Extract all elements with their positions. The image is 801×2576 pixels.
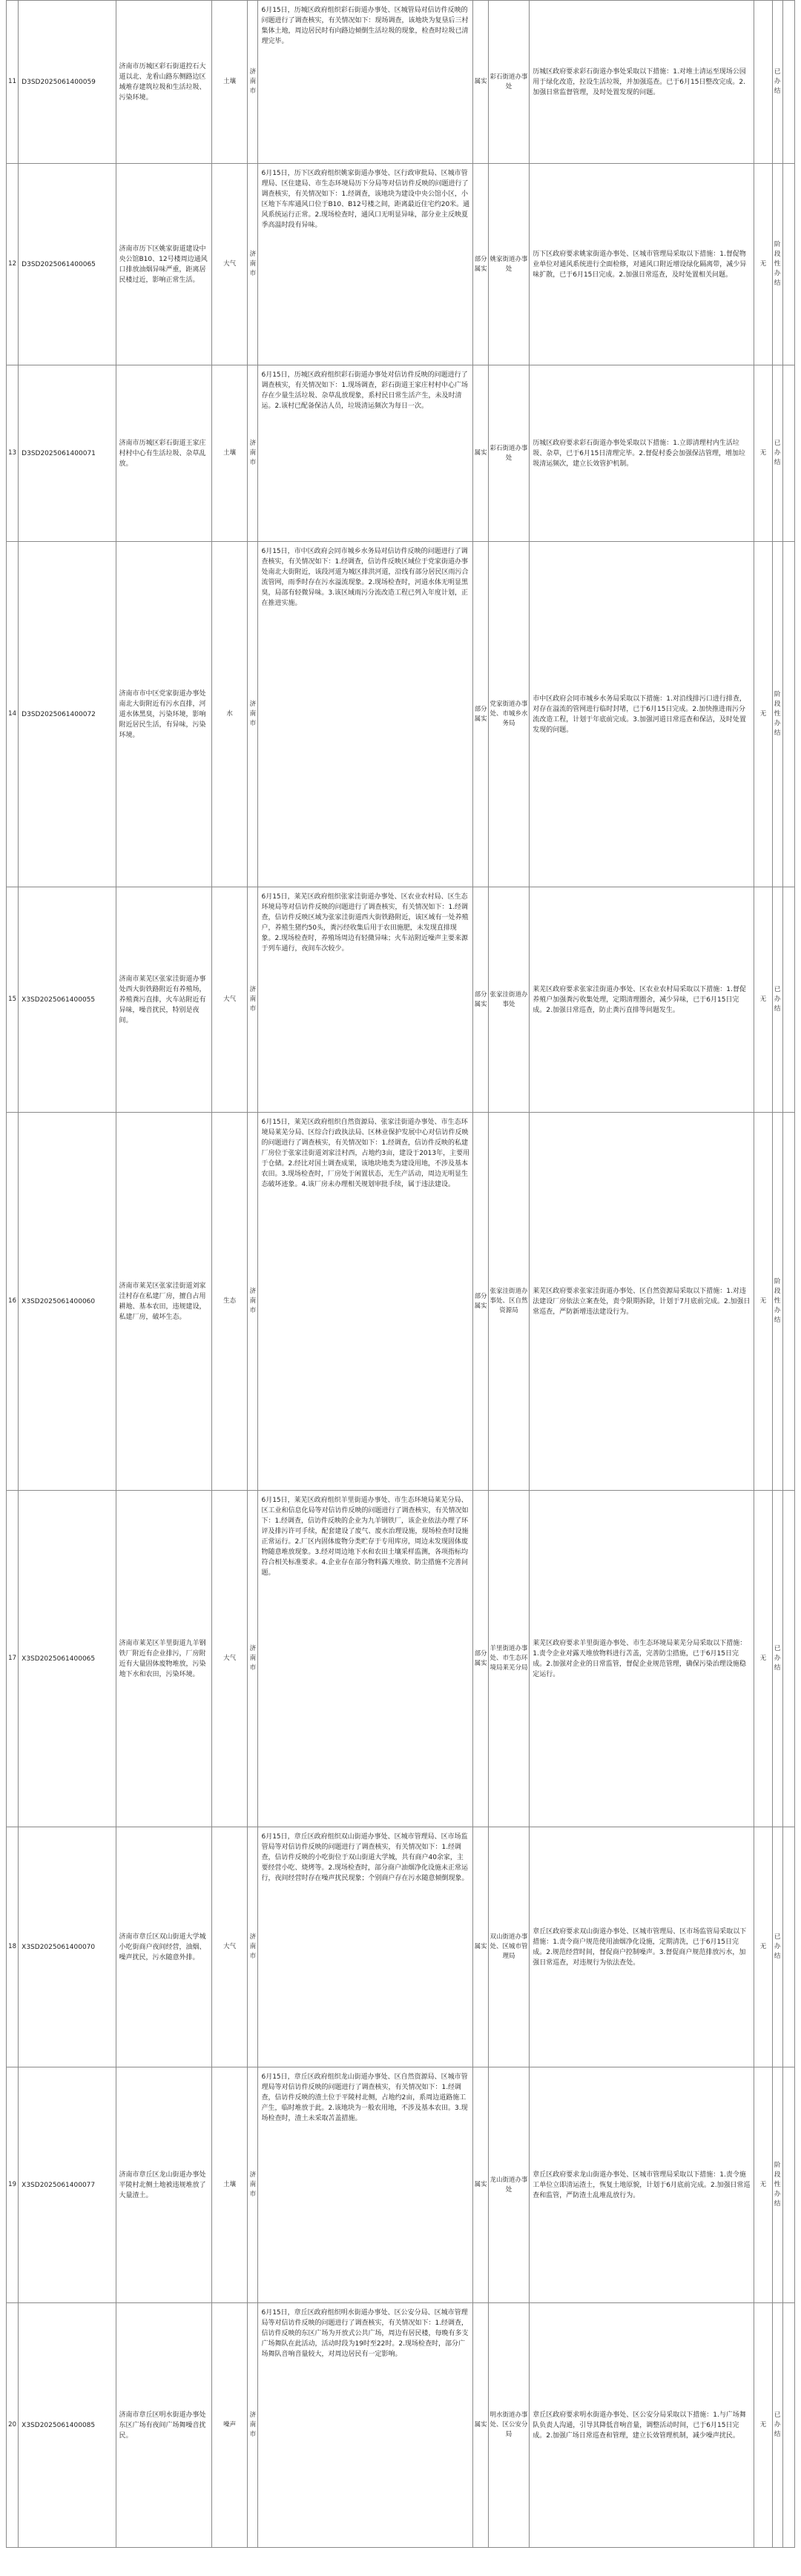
row-number-cell: 19 [7, 2067, 19, 2303]
accountability-cell: 无 [754, 164, 772, 365]
truth-status-cell: 部分属实 [473, 164, 488, 365]
extra-cell [782, 1491, 794, 1827]
handling-result-cell: 章丘区政府要求双山街道办事处、区城市管理局、区市场监管局采取以下措施：1.责令商户规范使用油烟净化设施，定期清洗，已于6月15日完成。2.规范经营时间，督促商户控制噪声。3.督促商户规范排放污水，加强日常巡查，对违规行为依法查处。 [530, 1827, 754, 2067]
handling-result-cell: 历下区政府要求姚家街道办事处、区城市管理局采取以下措施：1.督促物业单位对通风系统进行全面检修，对通风口附近增设绿化隔离带，减少异味扩散，已于6月15日完成。2.加强日常巡查，及时处置相关问题。 [530, 164, 754, 365]
extra-cell [782, 164, 794, 365]
table-row [7, 2067, 795, 2303]
complaint-address-cell: 济南市莱芜区张家洼街道办事处西大街铁路附近有养殖场，养殖粪污直排，火车站附近有异味，噪音扰民，特别是夜间。 [116, 887, 211, 1113]
responsible-unit-cell: 双山街道办事处、区城市管理局 [488, 1827, 530, 2067]
row-number-cell: 11 [7, 1, 19, 164]
responsible-unit-cell: 张家洼街道办事处、区自然资源局 [488, 1113, 530, 1491]
row-number-cell: 13 [7, 365, 19, 542]
pollution-type-cell: 大气 [211, 887, 248, 1113]
table-row [7, 887, 795, 1113]
investigation-finding-cell: 6月15日，莱芜区政府组织张家洼街道办事处、区农业农村局、区生态环境局等对信访件反映的问题进行了调查核实，有关情况如下：1.经调查，信访件反映区域为张家洼街道西大街铁路附近，该区域有一处养殖户，养殖生猪约50头，粪污经收集后用于农田施肥，未发现直排现象。2.现场检查时，养殖场周边有轻微异味；火车站附近噪声主要来源于列车通行，夜间车次较少。 [258, 887, 473, 1113]
extra-cell [782, 2067, 794, 2303]
city-name-cell: 济南市 [248, 1113, 258, 1491]
table-row [7, 1113, 795, 1491]
handling-status-cell: 已办结 [772, 2303, 782, 2548]
handling-status-cell: 已办结 [772, 887, 782, 1113]
investigation-finding-cell: 6月15日，莱芜区政府组织羊里街道办事处、市生态环境局莱芜分局、区工业和信息化局等对信访件反映的问题进行了调查核实，有关情况如下：1.经调查，信访件反映的企业为九羊钢铁厂，该企业依法办理了环评及排污许可手续，配套建设了废气、废水治理设施，现场检查时设施正常运行。2.厂区内固体废物分类贮存于专用库房，周边未发现固体废物随意堆放现象。3.经对周边地下水和农田土壤采样监测，各项指标均符合相关标准要求。4.企业存在部分物料露天堆放、防尘措施不完善问题。 [258, 1491, 473, 1827]
complaint-address-cell: 济南市章丘区明水街道办事处东区广场有夜间广场舞噪音扰民。 [116, 2303, 211, 2548]
complaint-code-cell: X3SD2025061400055 [19, 887, 116, 1113]
pollution-type-cell: 噪声 [211, 2303, 248, 2548]
table-row [7, 365, 795, 542]
responsible-unit-cell: 彩石街道办事处 [488, 1, 530, 164]
pollution-type-cell: 土壤 [211, 365, 248, 542]
complaint-address-cell: 济南市章丘区双山街道大学城小吃街商户夜间经营，油烟、噪声扰民，污水随意外排。 [116, 1827, 211, 2067]
truth-status-cell: 属实 [473, 2067, 488, 2303]
handling-status-cell: 阶段性办结 [772, 1113, 782, 1491]
investigation-finding-cell: 6月15日，市中区政府会同市城乡水务局对信访件反映的问题进行了调查核实，有关情况如下：1.经调查，信访件反映区域位于党家街道办事处南北大街附近，该段河道为城区排洪河道，沿线有部分居民区雨污合流管网，雨季时存在污水溢流现象。2.现场检查时，河道水体无明显黑臭，局部有轻微异味。3.该区域雨污分流改造工程已列入年度计划，正在推进实施。 [258, 542, 473, 887]
accountability-cell: 无 [754, 1113, 772, 1491]
pollution-type-cell: 大气 [211, 164, 248, 365]
handling-status-cell: 已办结 [772, 365, 782, 542]
city-name-cell: 济南市 [248, 2067, 258, 2303]
extra-cell [782, 365, 794, 542]
truth-status-cell: 部分属实 [473, 1491, 488, 1827]
table-row [7, 542, 795, 887]
complaint-address-cell: 济南市历城区彩石街道王家庄村村中心有生活垃圾、杂草乱放。 [116, 365, 211, 542]
accountability-cell: 无 [754, 542, 772, 887]
extra-cell [782, 1827, 794, 2067]
accountability-cell [754, 1, 772, 164]
extra-cell [782, 887, 794, 1113]
responsible-unit-cell: 党家街道办事处、市城乡水务局 [488, 542, 530, 887]
table-row [7, 1, 795, 164]
truth-status-cell: 部分属实 [473, 542, 488, 887]
city-name-cell: 济南市 [248, 1491, 258, 1827]
complaint-address-cell: 济南市莱芜区张家洼街道刘家洼村存在私建厂房，擅自占用耕地、基本农田，违规建设，私建厂房，破坏生态。 [116, 1113, 211, 1491]
city-name-cell: 济南市 [248, 365, 258, 542]
complaint-code-cell: X3SD2025061400085 [19, 2303, 116, 2548]
table-row [7, 2303, 795, 2548]
handling-result-cell: 历城区政府要求彩石街道办事处采取以下措施：1.立即清理村内生活垃圾、杂草，已于6月15日清理完毕。2.督促村委会加强保洁管理，增加垃圾清运频次，建立长效管护机制。 [530, 365, 754, 542]
truth-status-cell: 属实 [473, 1827, 488, 2067]
truth-status-cell: 属实 [473, 1, 488, 164]
row-number-cell: 18 [7, 1827, 19, 2067]
city-name-cell: 济南市 [248, 1, 258, 164]
row-number-cell: 12 [7, 164, 19, 365]
responsible-unit-cell: 明水街道办事处、区公安分局 [488, 2303, 530, 2548]
pollution-type-cell: 水 [211, 542, 248, 887]
complaint-code-cell: D3SD2025061400072 [19, 542, 116, 887]
city-name-cell: 济南市 [248, 2303, 258, 2548]
extra-cell [782, 1113, 794, 1491]
investigation-finding-cell: 6月15日，历城区政府组织彩石街道办事处、区城管局对信访件反映的问题进行了调查核实，有关情况如下：现场调查，该地块为复垦后三村集体土地，周边居民时有向路边倾倒生活垃圾的现象，检查时垃圾已清理完毕。 [258, 1, 473, 164]
row-number-cell: 17 [7, 1491, 19, 1827]
handling-status-cell: 已办结 [772, 1491, 782, 1827]
extra-cell [782, 542, 794, 887]
extra-cell [782, 2303, 794, 2548]
investigation-finding-cell: 6月15日，历下区政府组织姚家街道办事处、区行政审批局、区城市管理局、区住建局、市生态环境局历下分局等对信访件反映的问题进行了调查核实，有关情况如下：1.经调查，该地块为建设中央公馆小区，小区地下车库通风口位于B10、B12号楼之间，距离最近住宅约20米。通风系统运行正常。2.现场检查时，通风口无明显异味，部分业主反映夏季高温时段有异味。 [258, 164, 473, 365]
row-number-cell: 20 [7, 2303, 19, 2548]
accountability-cell: 无 [754, 2303, 772, 2548]
extra-cell [782, 1, 794, 164]
complaint-address-cell: 济南市历下区姚家街道建设中央公馆B10、12号楼周边通风口排放油烟异味严重，距离居民楼过近，影响正常生活。 [116, 164, 211, 365]
investigation-finding-cell: 6月15日，章丘区政府组织双山街道办事处、区城市管理局、区市场监管局等对信访件反映的问题进行了调查核实，有关情况如下：1.经调查，信访件反映的小吃街位于双山街道大学城，共有商户40余家，主要经营小吃、烧烤等。2.现场检查时，部分商户油烟净化设施未正常运行，夜间经营时存在噪声扰民现象；个别商户存在污水随意倾倒现象。 [258, 1827, 473, 2067]
complaint-table [6, 0, 795, 2548]
pollution-type-cell: 大气 [211, 1827, 248, 2067]
responsible-unit-cell: 龙山街道办事处 [488, 2067, 530, 2303]
complaint-code-cell: X3SD2025061400065 [19, 1491, 116, 1827]
complaint-code-cell: D3SD2025061400059 [19, 1, 116, 164]
handling-result-cell: 章丘区政府要求明水街道办事处、区公安分局采取以下措施：1.与广场舞队负责人沟通，引导其降低音响音量，调整活动时间，已于6月15日完成。2.加强广场日常巡查和管理，建立长效管理机制，减少噪声扰民。 [530, 2303, 754, 2548]
responsible-unit-cell: 姚家街道办事处 [488, 164, 530, 365]
accountability-cell: 无 [754, 887, 772, 1113]
city-name-cell: 济南市 [248, 164, 258, 365]
city-name-cell: 济南市 [248, 887, 258, 1113]
pollution-type-cell: 生态 [211, 1113, 248, 1491]
complaint-address-cell: 济南市章丘区龙山街道办事处平陵村北侧土地被违规堆放了大量渣土。 [116, 2067, 211, 2303]
investigation-finding-cell: 6月15日，莱芜区政府组织自然资源局、张家洼街道办事处、市生态环境局莱芜分局、区综合行政执法局、区林业保护发展中心对信访件反映的问题进行了调查核实，有关情况如下：1.经调查，信访件反映的私建厂房位于张家洼街道刘家洼村西，占地约3亩，建设于2013年，主要用于仓储。2.经比对国土调查成果，该地块地类为建设用地，不涉及基本农田。3.现场检查时，厂房处于闲置状态，无生产活动，周边无明显生态破坏迹象。4.该厂房未办理相关规划审批手续，属于违法建设。 [258, 1113, 473, 1491]
truth-status-cell: 部分属实 [473, 887, 488, 1113]
row-number-cell: 14 [7, 542, 19, 887]
row-number-cell: 15 [7, 887, 19, 1113]
complaint-table-sheet [6, 0, 795, 2548]
complaint-address-cell: 济南市历城区彩石街道控石大道以北、龙看山路东侧路边区域堆存建筑垃圾和生活垃圾、污染环境。 [116, 1, 211, 164]
table-row [7, 1827, 795, 2067]
handling-status-cell: 阶段性办结 [772, 164, 782, 365]
city-name-cell: 济南市 [248, 1827, 258, 2067]
handling-result-cell: 章丘区政府要求龙山街道办事处、区城市管理局采取以下措施：1.责令施工单位立即清运渣土，恢复土地原貌，计划于6月底前完成。2.加强日常巡查和监管，严防渣土乱堆乱放行为。 [530, 2067, 754, 2303]
handling-result-cell: 市中区政府会同市城乡水务局采取以下措施：1.对沿线排污口进行排查，对存在溢流的管网进行临时封堵，已于6月15日完成。2.加快推进雨污分流改造工程，计划于年底前完成。3.加强河道日常巡查和保洁，及时处置发现的问题。 [530, 542, 754, 887]
complaint-code-cell: X3SD2025061400077 [19, 2067, 116, 2303]
table-row [7, 164, 795, 365]
complaint-code-cell: X3SD2025061400060 [19, 1113, 116, 1491]
handling-result-cell: 莱芜区政府要求羊里街道办事处、市生态环境局莱芜分局采取以下措施：1.责令企业对露天堆放物料进行苫盖，完善防尘措施，已于6月15日完成。2.加强对企业的日常监管，督促企业规范管理，确保污染治理设施稳定运行。 [530, 1491, 754, 1827]
investigation-finding-cell: 6月15日，章丘区政府组织龙山街道办事处、区自然资源局、区城市管理局等对信访件反映的问题进行了调查核实，有关情况如下：1.经调查，信访件反映的渣土位于平陵村北侧，占地约2亩，系周边道路施工产生，临时堆放于此。2.该地块为一般农用地，不涉及基本农田。3.现场检查时，渣土未采取苫盖措施。 [258, 2067, 473, 2303]
pollution-type-cell: 大气 [211, 1491, 248, 1827]
handling-result-cell: 莱芜区政府要求张家洼街道办事处、区自然资源局采取以下措施：1.对违法建设厂房依法立案查处，责令限期拆除，计划于7月底前完成。2.加强日常巡查，严防新增违法建设行为。 [530, 1113, 754, 1491]
accountability-cell: 无 [754, 1491, 772, 1827]
pollution-type-cell: 土壤 [211, 1, 248, 164]
investigation-finding-cell: 6月15日，章丘区政府组织明水街道办事处、区公安分局、区城市管理局等对信访件反映的问题进行了调查核实，有关情况如下：1.经调查，信访件反映的东区广场为开放式公共广场，周边有居民楼，每晚有多支广场舞队在此活动，活动时段为19时至22时。2.现场检查时，部分广场舞队音响音量较大，对周边居民有一定影响。 [258, 2303, 473, 2548]
complaint-address-cell: 济南市市中区党家街道办事处南北大街附近有污水直排，河道水体黑臭，污染环境，影响附近居民生活，有异味，污染环境。 [116, 542, 211, 887]
table-row [7, 1491, 795, 1827]
responsible-unit-cell: 羊里街道办事处、市生态环境局莱芜分局 [488, 1491, 530, 1827]
handling-result-cell: 历城区政府要求彩石街道办事处采取以下措施：1.对堆土清运至现场公园用于绿化改造，拉设生活垃圾，并加强巡查。已于6月15日整改完成。2.加强日常监督管理，及时处置发现的问题。 [530, 1, 754, 164]
investigation-finding-cell: 6月15日，历城区政府组织彩石街道办事处对信访件反映的问题进行了调查核实，有关情况如下：1.现场调查，彩石街道王家庄村村中心广场存在少量生活垃圾、杂草乱放现象，系村民日常生活产生，未及时清运。2.该村已配备保洁人员，垃圾清运频次为每日一次。 [258, 365, 473, 542]
truth-status-cell: 属实 [473, 365, 488, 542]
row-number-cell: 16 [7, 1113, 19, 1491]
complaint-code-cell: X3SD2025061400070 [19, 1827, 116, 2067]
complaint-address-cell: 济南市莱芜区羊里街道九羊钢铁厂附近有企业排污，厂房附近有大量固体废物堆放，污染地下水和农田，污染环境。 [116, 1491, 211, 1827]
handling-status-cell: 阶段性办结 [772, 2067, 782, 2303]
handling-result-cell: 莱芜区政府要求张家洼街道办事处、区农业农村局采取以下措施：1.督促养殖户加强粪污收集处理，定期清理圈舍，减少异味，已于6月15日完成。2.加强日常巡查，防止粪污直排等问题发生。 [530, 887, 754, 1113]
handling-status-cell: 已办结 [772, 1, 782, 164]
pollution-type-cell: 土壤 [211, 2067, 248, 2303]
table-body [7, 1, 795, 2548]
accountability-cell: 无 [754, 1827, 772, 2067]
responsible-unit-cell: 张家洼街道办事处 [488, 887, 530, 1113]
accountability-cell: 无 [754, 365, 772, 542]
complaint-code-cell: D3SD2025061400065 [19, 164, 116, 365]
responsible-unit-cell: 彩石街道办事处 [488, 365, 530, 542]
accountability-cell: 无 [754, 2067, 772, 2303]
truth-status-cell: 属实 [473, 2303, 488, 2548]
truth-status-cell: 部分属实 [473, 1113, 488, 1491]
handling-status-cell: 已办结 [772, 1827, 782, 2067]
complaint-code-cell: D3SD2025061400071 [19, 365, 116, 542]
handling-status-cell: 阶段性办结 [772, 542, 782, 887]
city-name-cell: 济南市 [248, 542, 258, 887]
